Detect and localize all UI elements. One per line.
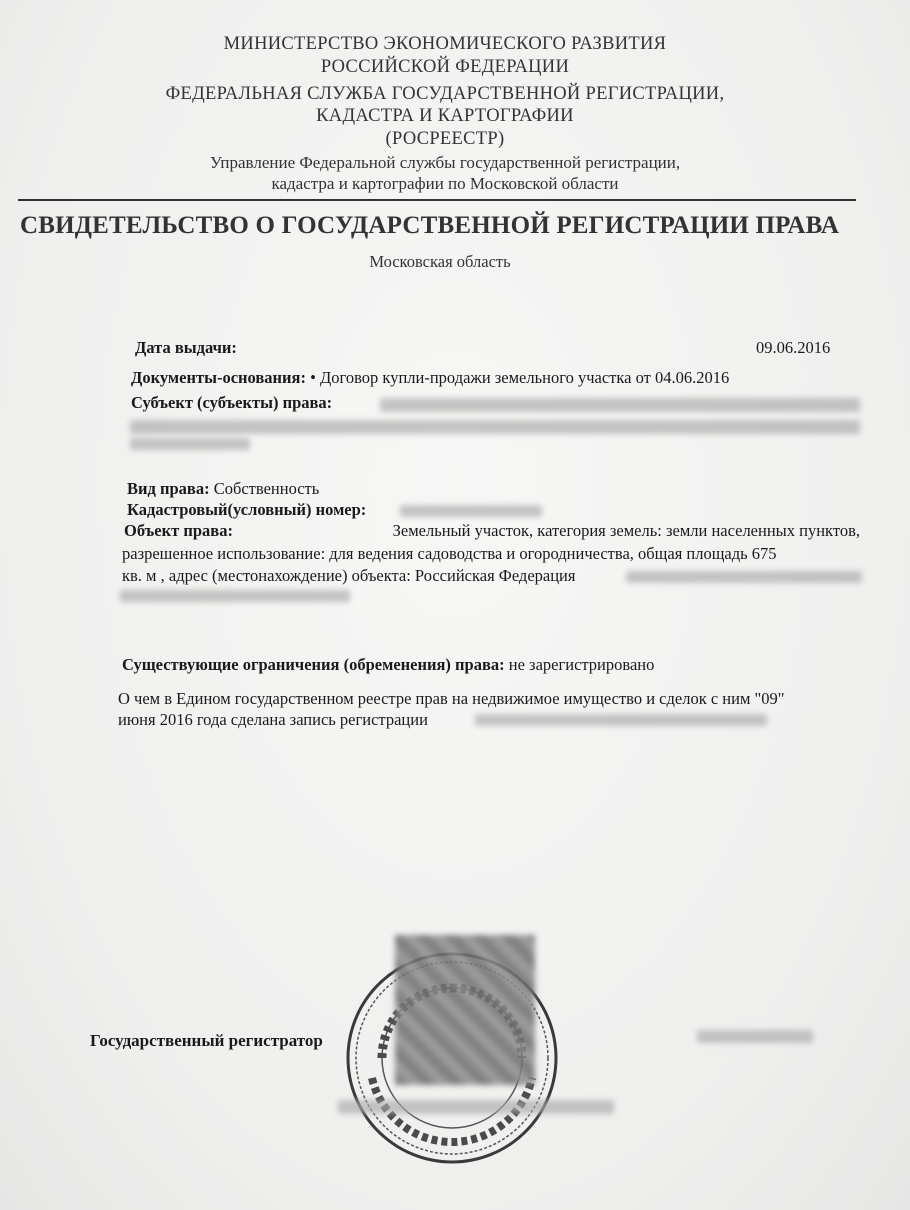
header-divider bbox=[18, 199, 856, 201]
restrictions-label: Существующие ограничения (обременения) права: bbox=[122, 655, 505, 674]
restrictions-row bbox=[122, 655, 654, 675]
right-type-row bbox=[127, 479, 319, 499]
region: Московская область bbox=[369, 252, 511, 271]
record-number-redaction bbox=[475, 714, 767, 726]
ministry-line-2: РОССИЙСКОЙ ФЕДЕРАЦИИ bbox=[320, 57, 570, 77]
seal-caption-redaction bbox=[338, 1100, 614, 1114]
subject-redaction-1 bbox=[380, 398, 860, 412]
office-line-1: Управление Федеральной службы государственной регистрации, bbox=[209, 153, 681, 172]
record-line-1: О чем в Едином государственном реестре прав на недвижимое имущество и сделок с ним "09" bbox=[118, 689, 785, 708]
registrar-label: Государственный регистратор bbox=[90, 1031, 323, 1050]
right-type-label: Вид права: bbox=[127, 479, 210, 498]
subject-redaction-3 bbox=[130, 438, 250, 450]
object-label: Объект права: bbox=[124, 521, 233, 540]
service-line-2: КАДАСТРА И КАРТОГРАФИИ bbox=[316, 106, 574, 126]
restrictions-value: не зарегистрировано bbox=[508, 655, 655, 674]
address-redaction-2 bbox=[120, 590, 350, 602]
right-type-value: Собственность bbox=[213, 479, 320, 498]
basis-label: Документы-основания: bbox=[131, 368, 306, 387]
object-row-1 bbox=[124, 521, 860, 541]
service-line-3: (РОСРЕЕСТР) bbox=[385, 129, 505, 149]
document-title: СВИДЕТЕЛЬСТВО О ГОСУДАРСТВЕННОЙ РЕГИСТРАЦИИ ПРАВА bbox=[20, 212, 840, 239]
service-line-1: ФЕДЕРАЛЬНАЯ СЛУЖБА ГОСУДАРСТВЕННОЙ РЕГИСТРАЦИИ, bbox=[165, 84, 725, 104]
seal-redaction bbox=[395, 935, 535, 1085]
basis-value: • Договор купли-продажи земельного участка от 04.06.2016 bbox=[310, 368, 730, 387]
cadastral-redaction bbox=[400, 505, 542, 517]
registrar-name-redaction bbox=[697, 1030, 813, 1043]
cadastral-label: Кадастровый(условный) номер: bbox=[127, 500, 367, 519]
subject-redaction-2 bbox=[130, 420, 860, 434]
issue-date-value: 09.06.2016 bbox=[756, 338, 831, 357]
subject-label: Субъект (субъекты) права: bbox=[131, 393, 333, 412]
object-line-1: Земельный участок, категория земель: земли населенных пунктов, bbox=[392, 521, 860, 540]
record-line-2: июня 2016 года сделана запись регистрации bbox=[118, 710, 428, 729]
issue-date-label: Дата выдачи: bbox=[135, 338, 237, 357]
office-line-2: кадастра и картографии по Московской области bbox=[271, 174, 619, 193]
basis-row bbox=[131, 368, 729, 388]
object-line-2: разрешенное использование: для ведения садоводства и огородничества, общая площадь 675 bbox=[122, 544, 777, 563]
object-line-3: кв. м , адрес (местонахождение) объекта: Российская Федерация bbox=[122, 566, 576, 585]
address-redaction-1 bbox=[626, 571, 862, 583]
ministry-line-1: МИНИСТЕРСТВО ЭКОНОМИЧЕСКОГО РАЗВИТИЯ bbox=[223, 34, 667, 54]
